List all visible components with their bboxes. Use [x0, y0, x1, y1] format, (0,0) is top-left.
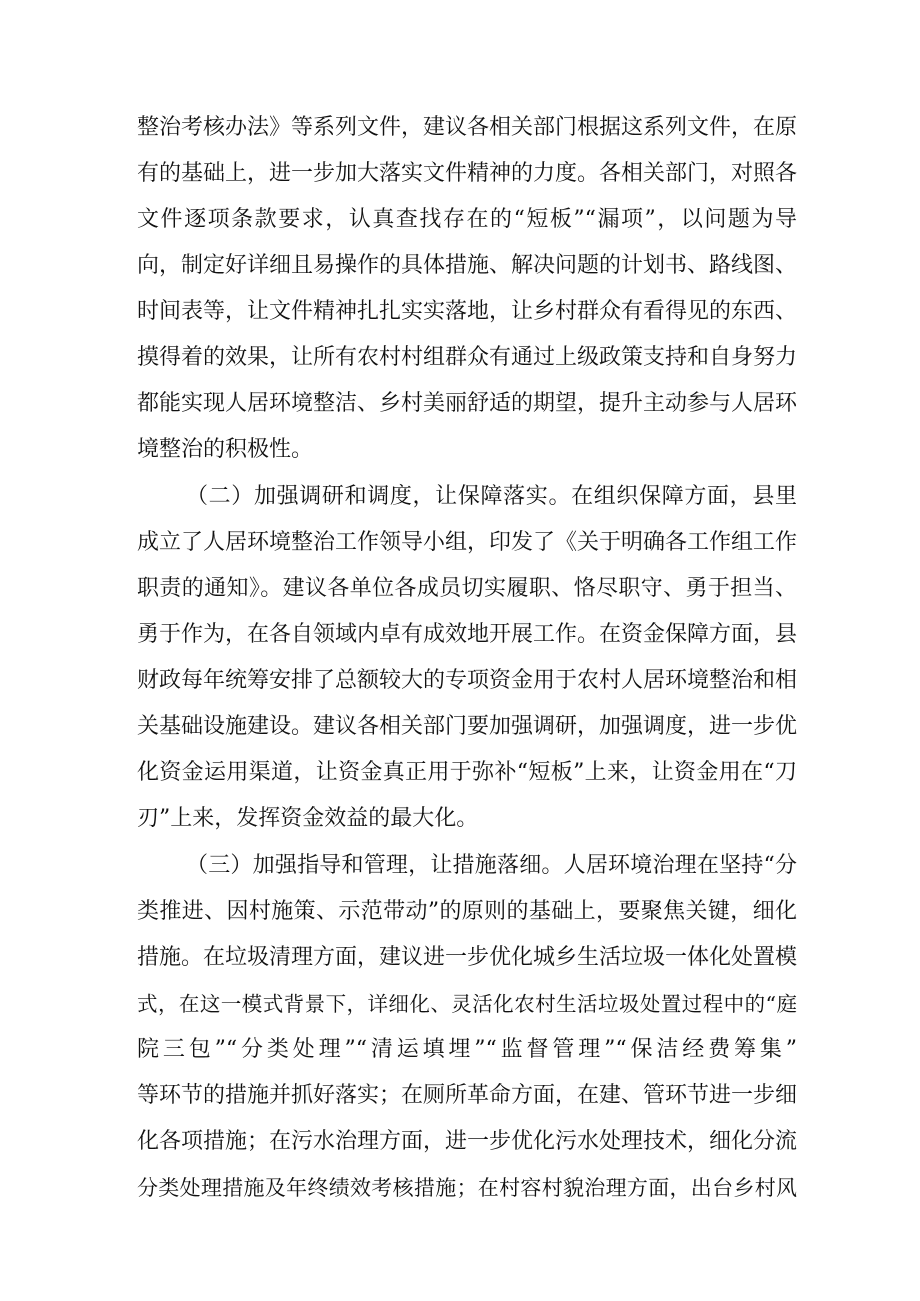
paragraph-3-line-7: 化各项措施；在污水治理方面，进一步优化污水处理技术，细化分流 [137, 1129, 798, 1154]
paragraph-1-line-4: 向，制定好详细且易操作的具体措施、解决问题的计划书、路线图、 [137, 253, 798, 278]
paragraph-2-line-1: （二）加强调研和调度，让保障落实。在组织保障方面，县里 [186, 484, 797, 509]
paragraph-3-line-8: 分类处理措施及年终绩效考核措施；在村容村貌治理方面，出台乡村风 [137, 1176, 797, 1200]
paragraph-2-line-5: 财政每年统筹安排了总额较大的专项资金用于农村人居环境整治和相 [137, 668, 798, 693]
paragraph-2-line-4: 勇于作为，在各自领域内卓有成效地开展工作。在资金保障方面，县 [137, 622, 798, 647]
paragraph-3-line-3: 措施。在垃圾清理方面，建议进一步优化城乡生活垃圾一体化处置模 [137, 945, 798, 970]
paragraph-3-line-6: 等环节的措施并抓好落实；在厕所革命方面，在建、管环节进一步细 [137, 1083, 798, 1108]
paragraph-3-line-2: 类推进、因村施策、示范带动”的原则的基础上，要聚焦关键，细化 [137, 899, 797, 924]
paragraph-3-line-5: 院三包”“分类处理”“清运填埋”“监督管理”“保洁经费筹集” [137, 1037, 797, 1062]
paragraph-1-line-1: 整治考核办法》等系列文件，建议各相关部门根据这系列文件，在原 [137, 115, 798, 140]
paragraph-1-line-2: 有的基础上，进一步加大落实文件精神的力度。各相关部门，对照各 [137, 161, 798, 186]
paragraph-2-line-2: 成立了人居环境整治工作领导小组，印发了《关于明确各工作组工作 [137, 530, 798, 555]
paragraph-2-line-8: 刃”上来，发挥资金效益的最大化。 [137, 806, 479, 831]
paragraph-1-line-3: 文件逐项条款要求，认真查找存在的“短板”“漏项”，以问题为导 [137, 207, 797, 232]
paragraph-2-line-6: 关基础设施建设。建议各相关部门要加强调研，加强调度，进一步优 [137, 714, 798, 739]
paragraph-3-line-1: （三）加强指导和管理，让措施落细。人居环境治理在坚持“分 [186, 853, 797, 878]
paragraph-1-line-6: 摸得着的效果，让所有农村村组群众有通过上级政策支持和自身努力 [137, 345, 798, 370]
paragraph-1-line-8: 境整治的积极性。 [137, 437, 314, 462]
paragraph-2-line-3: 职责的通知》。建议各单位各成员切实履职、恪尽职守、勇于担当、 [137, 576, 797, 601]
paragraph-2-line-7: 化资金运用渠道，让资金真正用于弥补“短板”上来，让资金用在“刀 [137, 760, 797, 785]
paragraph-1-line-7: 都能实现人居环境整洁、乡村美丽舒适的期望，提升主动参与人居环 [137, 391, 798, 416]
paragraph-3-line-4: 式，在这一模式背景下，详细化、灵活化农村生活垃圾处置过程中的“庭 [137, 992, 797, 1016]
paragraph-1-line-5: 时间表等，让文件精神扎扎实实落地，让乡村群众有看得见的东西、 [137, 299, 798, 324]
